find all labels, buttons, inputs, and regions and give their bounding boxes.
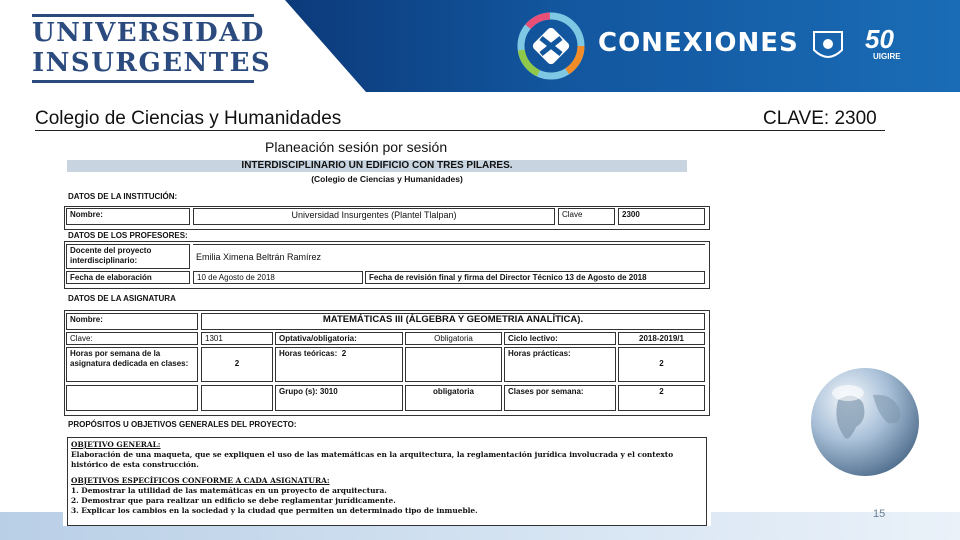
page-number: 15: [873, 508, 886, 520]
university-name-line2: INSURGENTES: [32, 48, 272, 78]
section-profesores: DATOS DE LOS PROFESORES:: [68, 231, 188, 240]
clases-semana-value: 2: [618, 385, 705, 411]
clases-semana-label: Clases por semana:: [504, 385, 616, 411]
docente-value: Emilia Ximena Beltrán Ramírez: [193, 244, 705, 269]
conexiones-wordmark: CONEXIONES: [598, 28, 799, 58]
objetivo-general-text: Elaboración de una maqueta, que se expliquen el uso de las matemáticas en la arquitectura, la reglamentación jurídica involucrada y el contexto histórico de esta construcción.: [71, 450, 674, 469]
docente-label: Docente del proyecto interdisciplinario:: [66, 244, 190, 269]
horas-practicas-value: 2: [618, 347, 705, 382]
optativa-label: Optativa/obligatoria:: [275, 332, 403, 345]
horas-teoricas-value: 2: [341, 349, 347, 358]
fecha-revision: Fecha de revisión final y firma del Director Técnico 13 de Agosto de 2018: [365, 271, 705, 284]
empty-cell-3: [201, 385, 273, 411]
ciclo-label: Ciclo lectivo:: [504, 332, 616, 345]
section-asignatura: DATOS DE LA ASIGNATURA: [68, 294, 176, 303]
objetivos-especificos-heading: OBJETIVOS ESPECÍFICOS CONFORME A CADA ASIGNATURA:: [71, 476, 330, 485]
top-banner: [0, 0, 960, 92]
horas-semana-value: 2: [201, 347, 273, 382]
asignatura-nombre-value: MATEMÁTICAS III (ÁLGEBRA Y GEOMETRIA ANALÍTICA).: [201, 313, 705, 330]
globe-icon: [808, 365, 923, 480]
clave-heading: CLAVE: 2300: [763, 108, 877, 129]
objetivo-especifico-2: 2. Demostrar que para realizar un edificio se debe reglamentar jurídicamente.: [71, 496, 396, 505]
project-subtitle: (Colegio de Ciencias y Humanidades): [311, 174, 463, 184]
grupo-label: Grupo (s): 3010: [275, 385, 403, 411]
section-propositos: PROPÓSITOS U OBJETIVOS GENERALES DEL PROYECTO:: [68, 420, 297, 429]
college-heading: Colegio de Ciencias y Humanidades: [35, 108, 342, 129]
grupo-value: obligatoria: [405, 385, 502, 411]
nombre-label: Nombre:: [66, 208, 190, 225]
clave-asignatura-label: Clave:: [66, 332, 198, 345]
clave-value: 2300: [618, 208, 705, 225]
section-institucion: DATOS DE LA INSTITUCIÓN:: [68, 192, 178, 201]
university-logo: [32, 18, 271, 78]
objetivo-general-heading: OBJETIVO GENERAL:: [71, 440, 161, 449]
ciclo-value: 2018-2019/1: [618, 332, 705, 345]
fecha-elaboracion-label: Fecha de elaboración: [66, 271, 190, 284]
heading-underline: [35, 130, 885, 131]
empty-cell-2: [66, 385, 198, 411]
objetivo-especifico-3: 3. Explicar los cambios en la sociedad y la ciudad que permiten un determinado tipo de inmueble.: [71, 506, 478, 515]
nombre-value: Universidad Insurgentes (Plantel Tlalpan): [193, 208, 555, 225]
fecha-elaboracion-value: 10 de Agosto de 2018: [193, 271, 363, 284]
objetivos-box: [67, 437, 707, 526]
optativa-value: Obligatoria: [405, 332, 502, 345]
unam-crest-icon: [810, 28, 846, 66]
clave-label: Clave: [558, 208, 615, 225]
anniversary-label: UIGIRE: [873, 52, 901, 61]
planeacion-subtitle: Planeación sesión por sesión: [265, 139, 448, 155]
objetivo-especifico-1: 1. Demostrar la utilidad de las matemáticas en un proyecto de arquitectura.: [71, 486, 387, 495]
anniversary-logo: [865, 26, 901, 61]
horas-teoricas-label-text: Horas teóricas:: [279, 349, 338, 358]
horas-practicas-label: Horas prácticas:: [504, 347, 616, 382]
empty-cell-1: [405, 347, 502, 382]
university-name-line1: UNIVERSIDAD: [32, 18, 265, 48]
clave-asignatura-value: 1301: [201, 332, 273, 345]
asignatura-nombre-label: Nombre:: [66, 313, 198, 330]
conexiones-logo-icon: [515, 10, 587, 82]
horas-teoricas-label: [275, 347, 403, 382]
project-title: INTERDISCIPLINARIO UN EDIFICIO CON TRES PILARES.: [67, 160, 687, 172]
planning-document: [63, 160, 711, 526]
horas-semana-label: Horas por semana de la asignatura dedicada en clases:: [66, 347, 198, 382]
anniversary-number: 50: [865, 24, 894, 54]
